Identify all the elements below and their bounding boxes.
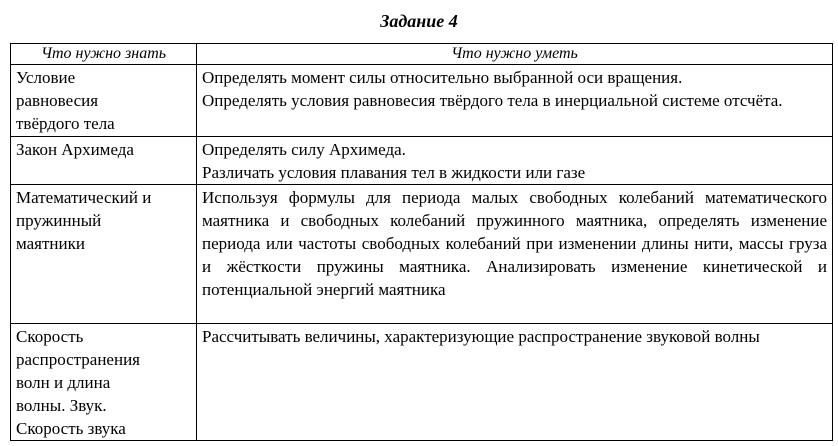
- table-header-row: [11, 44, 833, 65]
- header-what-to-do: Что нужно уметь: [197, 44, 833, 65]
- header-what-to-know: Что нужно знать: [11, 44, 197, 65]
- topic-line: равновесия: [16, 91, 99, 110]
- topic-cell: [11, 137, 197, 185]
- topic-line: твёрдого тела: [16, 114, 115, 133]
- skill-text: Рассчитывать величины, характеризующие распространение звуковой волны: [202, 327, 760, 346]
- skill-text: Определять силу Архимеда.: [202, 140, 406, 159]
- topic-cell: [11, 185, 197, 324]
- topic-line: Скорость звука: [16, 419, 126, 438]
- skill-text: Определять условия равновесия твёрдого тела в инерциальной системе отсчёта.: [202, 91, 783, 110]
- topic-line: Математический и: [16, 188, 152, 207]
- skill-cell: [197, 65, 833, 137]
- task-title: Задание 4: [380, 11, 458, 31]
- topic-line: Условие: [16, 68, 76, 87]
- topic-line: маятники: [16, 234, 85, 253]
- table-row: [11, 65, 833, 137]
- skill-text: Определять момент силы относительно выбранной оси вращения.: [202, 68, 683, 87]
- skill-text: Различать условия плавания тел в жидкости или газе: [202, 163, 586, 182]
- topic-cell: [11, 65, 197, 137]
- topic-line: пружинный: [16, 211, 102, 230]
- skill-cell: [197, 137, 833, 185]
- requirements-table: [10, 43, 833, 441]
- skill-cell: [197, 324, 833, 441]
- topic-cell: [11, 324, 197, 441]
- table-row: [11, 185, 833, 324]
- skill-cell: [197, 185, 833, 324]
- topic-line: Скорость: [16, 327, 84, 346]
- topic-line: Закон Архимеда: [16, 140, 134, 159]
- topic-line: волн и длина: [16, 373, 111, 392]
- table-row: [11, 324, 833, 441]
- topic-line: волны. Звук.: [16, 396, 107, 415]
- table-row: [11, 137, 833, 185]
- skill-text: Используя формулы для периода малых свободных колебаний математического маятника и свободных колебаний пружинного маятника, определять изменение периода или частоты свободных колебаний при изменении длины нити, массы груза и жёсткости пружины маятника. Анализировать изменение кинетической и потенциальной энергий маятника: [202, 188, 827, 299]
- topic-line: распространения: [16, 350, 140, 369]
